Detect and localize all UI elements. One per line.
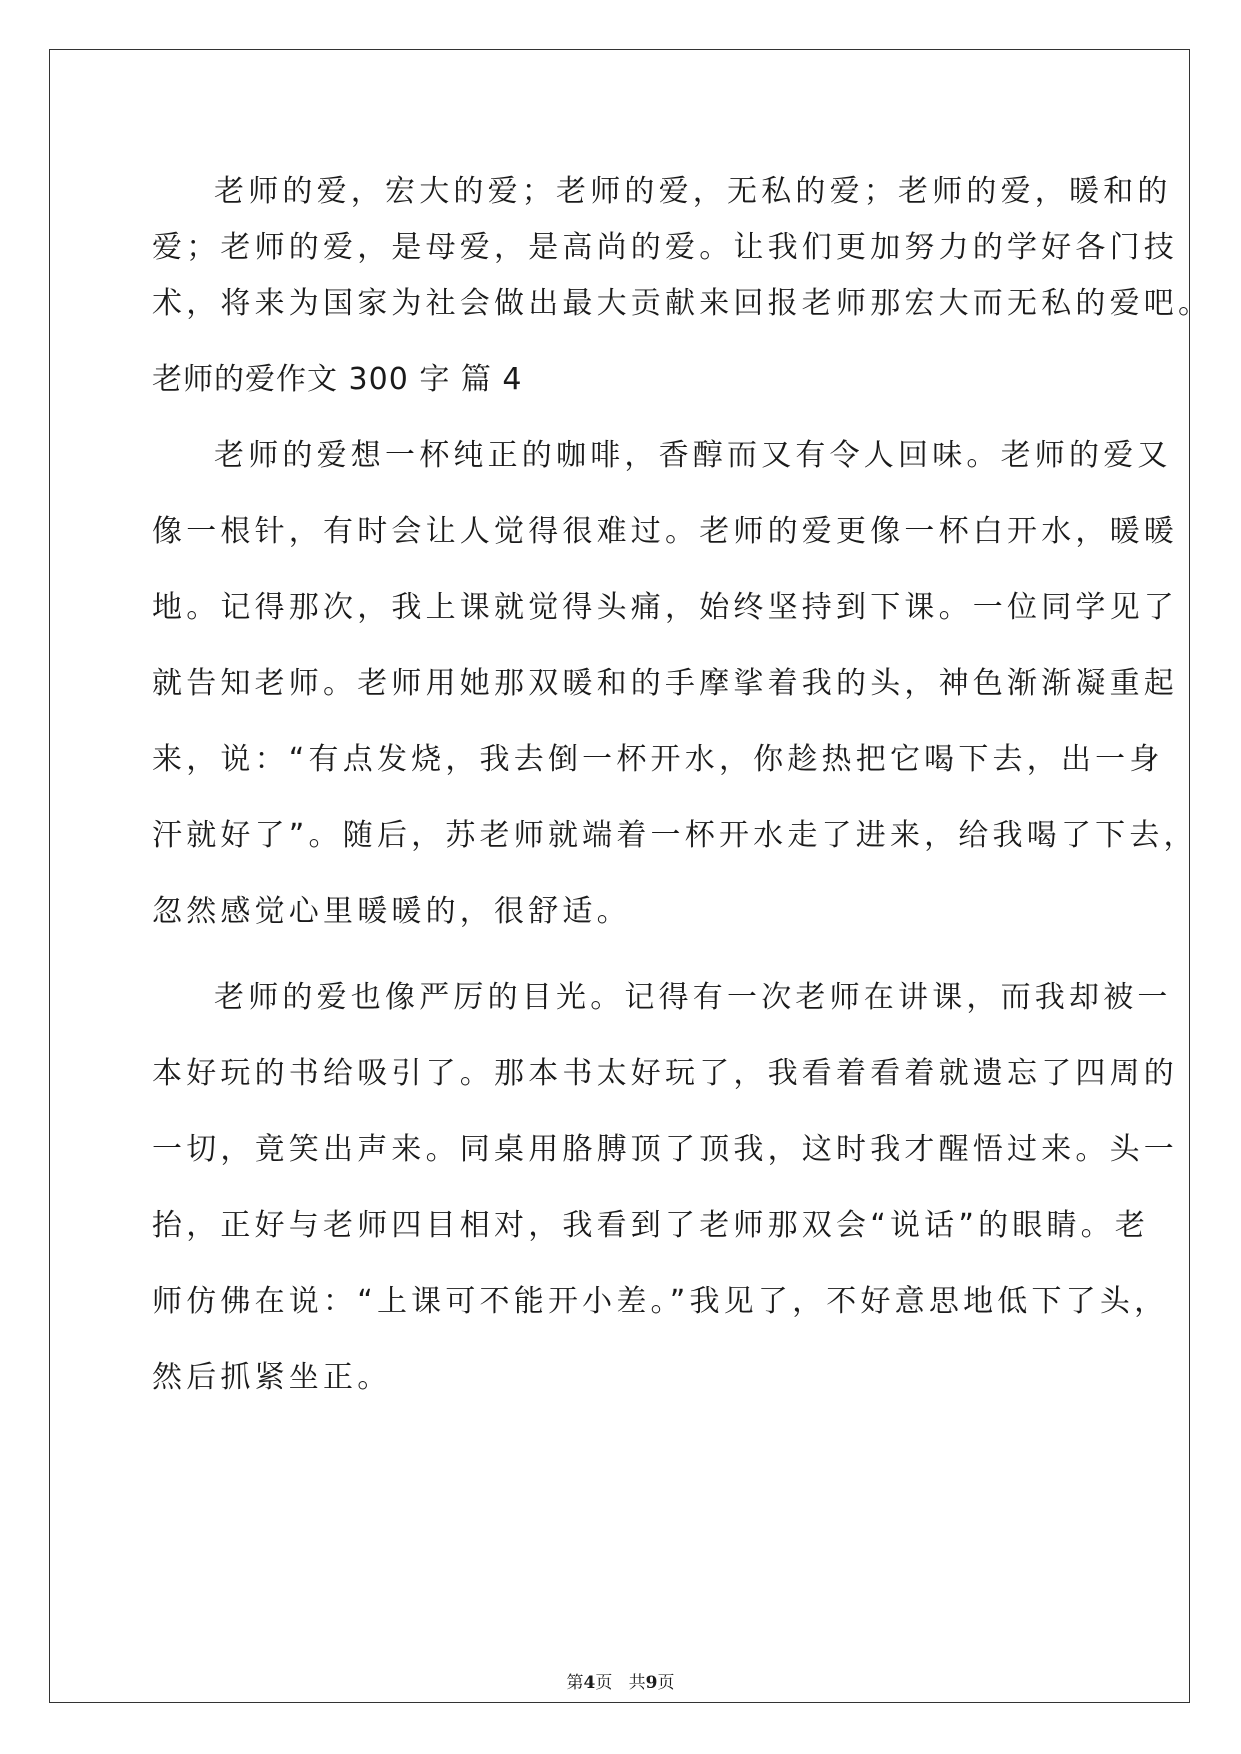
paragraph-2-line-6: 汗就好了”。随后，苏老师就端着一杯开水走了进来，给我喝了下去， [152, 818, 1198, 853]
current-page-number: 4 [583, 1673, 596, 1693]
paragraph-2-line-7: 忽然感觉心里暖暖的，很舒适。 [152, 894, 631, 929]
paragraph-3-line-5: 师仿佛在说：“上课可不能开小差。”我见了，不好意思地低下了头， [152, 1284, 1169, 1319]
paragraph-3-line-6: 然后抓紧坐正。 [152, 1360, 392, 1395]
footer-suffix: 页 [657, 1673, 675, 1693]
paragraph-2-line-4: 就告知老师。老师用她那双暖和的手摩挲着我的头，神色渐渐凝重起 [152, 666, 1178, 701]
paragraph-3-line-1: 老师的爱也像严厉的目光。记得有一次老师在讲课，而我却被一 [214, 980, 1172, 1015]
paragraph-3-line-2: 本好玩的书给吸引了。那本书太好玩了，我看着看着就遗忘了四周的 [152, 1056, 1178, 1091]
page-footer [0, 1668, 1241, 1693]
section-heading: 老师的爱作文 300 字 篇 4 [152, 362, 523, 397]
paragraph-2-line-5: 来，说：“有点发烧，我去倒一杯开水，你趁热把它喝下去，出一身 [152, 742, 1164, 777]
footer-prefix: 第 [566, 1673, 584, 1693]
paragraph-1-line-2: 爱；老师的爱，是母爱，是高尚的爱。让我们更加努力的学好各门技 [152, 230, 1178, 265]
paragraph-3-line-4: 抬，正好与老师四目相对，我看到了老师那双会“说话”的眼睛。老 [152, 1208, 1150, 1243]
paragraph-2-line-2: 像一根针，有时会让人觉得很难过。老师的爱更像一杯白开水，暖暖 [152, 514, 1178, 549]
paragraph-3-line-3: 一切，竟笑出声来。同桌用胳膊顶了顶我，这时我才醒悟过来。头一 [152, 1132, 1178, 1167]
paragraph-1-line-1: 老师的爱，宏大的爱；老师的爱，无私的爱；老师的爱，暖和的 [214, 174, 1172, 209]
paragraph-2-line-1: 老师的爱想一杯纯正的咖啡，香醇而又有令人回味。老师的爱又 [214, 438, 1172, 473]
paragraph-2-line-3: 地。记得那次，我上课就觉得头痛，始终坚持到下课。一位同学见了 [152, 590, 1178, 625]
footer-mid: 页 共 [595, 1673, 646, 1693]
paragraph-1-line-3: 术，将来为国家为社会做出最大贡献来回报老师那宏大而无私的爱吧。 [152, 286, 1213, 321]
total-page-number: 9 [645, 1673, 658, 1693]
